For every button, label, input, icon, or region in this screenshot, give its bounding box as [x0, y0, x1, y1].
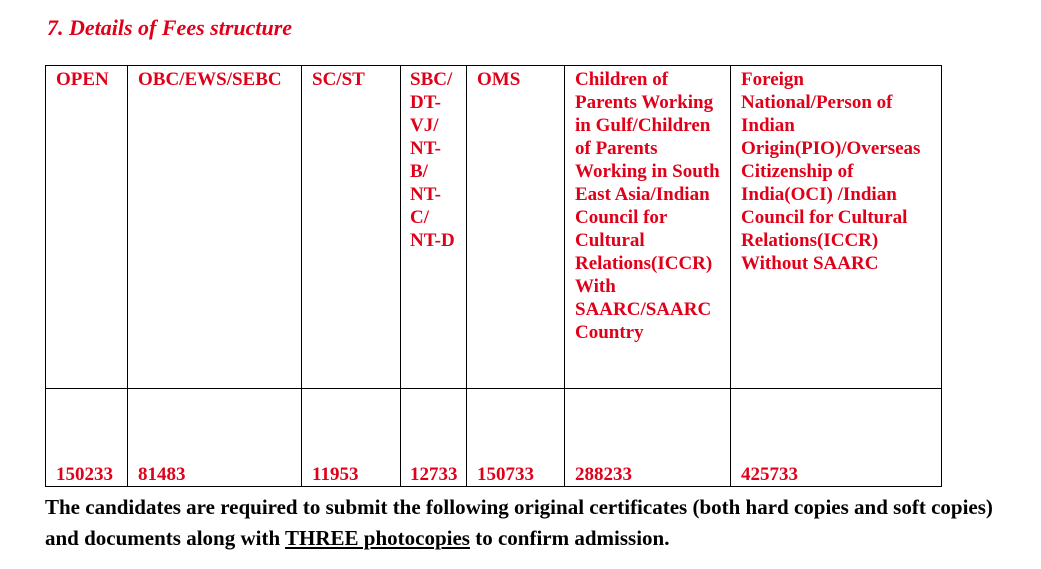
fees-header-row: [46, 66, 942, 389]
header-cell-obc-ews-sebc: OBC/EWS/SEBC: [128, 66, 302, 389]
fees-value-row: [46, 389, 942, 487]
note-text-before: The candidates are required to submit the following original certificates (both hard copies and soft copies) and documents along with: [45, 495, 993, 550]
fee-value-gulf-saarc: 288233: [565, 389, 731, 487]
fee-value-oms: 150733: [467, 389, 565, 487]
header-cell-oms: OMS: [467, 66, 565, 389]
header-cell-sc-st: SC/ST: [302, 66, 401, 389]
header-cell-open: OPEN: [46, 66, 128, 389]
note-text-after: to confirm admission.: [469, 526, 670, 550]
header-cell-sbc-dt-nt: SBC/ DT- VJ/ NT- B/ NT- C/ NT-D: [401, 66, 467, 389]
section-title: 7. Details of Fees structure: [47, 15, 293, 40]
fee-value-sbc-dt-nt: 12733: [401, 389, 467, 487]
fees-table: [45, 65, 942, 487]
fee-value-obc-ews-sebc: 81483: [128, 389, 302, 487]
fee-value-open: 150233: [46, 389, 128, 487]
fee-value-foreign-national: 425733: [731, 389, 942, 487]
note-text-underlined: THREE photocopies: [285, 526, 470, 550]
header-cell-foreign-national: Foreign National/Person of Indian Origin(PIO)/Overseas Citizenship of India(OCI) /Indian Council for Cultural Relations(ICCR) Without SAARC: [731, 66, 942, 389]
header-cell-gulf-saarc: Children of Parents Working in Gulf/Children of Parents Working in South East Asia/Indian Council for Cultural Relations(ICCR) With SAARC/SAARC Country: [565, 66, 731, 389]
admission-note: [45, 492, 1005, 554]
fee-value-sc-st: 11953: [302, 389, 401, 487]
